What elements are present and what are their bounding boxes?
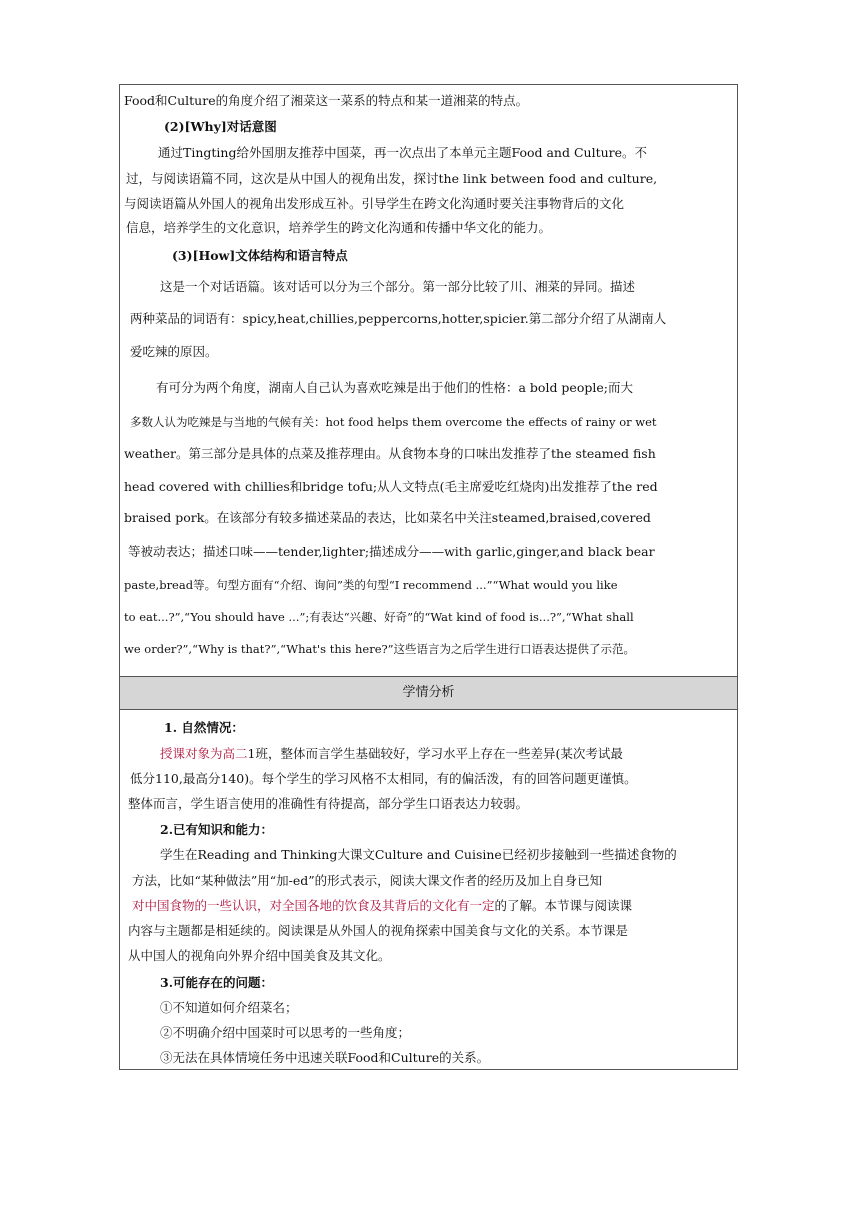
text-line: we order?”,“Why is that?”,“What's this here?”这些语言为之后学生进行口语表达提供了示范。 bbox=[124, 642, 636, 656]
text-line: 两种菜品的词语有：spicy,heat,chillies,peppercorns,hotter,spicier.第二部分介绍了从湖南人 bbox=[130, 311, 667, 326]
text-line: 过，与阅读语篇不同，这次是从中国人的视角出发，探讨the link between food and culture, bbox=[126, 171, 658, 186]
text-line: 信息，培养学生的文化意识，培养学生的跨文化沟通和传播中华文化的能力。 bbox=[126, 220, 552, 235]
text-line: 学生在Reading and Thinking大课文Culture and Cuisine已经初步接触到一些描述食物的 bbox=[160, 847, 677, 862]
text-line: 通过Tingting给外国朋友推荐中国菜，再一次点出了本单元主题Food and Culture。不 bbox=[158, 145, 648, 160]
text-line: 与阅读语篇从外国人的视角出发形成互补。引导学生在跨文化沟通时要关注事物背后的文化 bbox=[124, 196, 625, 211]
heading-why: (2)[Why]对话意图 bbox=[164, 119, 277, 134]
text-line: 低分110,最高分140)。每个学生的学习风格不太相同，有的偏活泼，有的回答问题更谨慎。 bbox=[130, 771, 637, 786]
highlighted-text: 授课对象为高二 bbox=[160, 746, 248, 761]
text-line: 等被动表达；描述口味——tender,lighter;描述成分——with garlic,ginger,and black bear bbox=[128, 544, 655, 559]
heading-how: (3)[How]文体结构和语言特点 bbox=[172, 248, 348, 263]
text-span: 的了解。本节课与阅读课 bbox=[494, 898, 633, 913]
text-line: paste,bread等。句型方面有“介绍、询问”类的句型“I recommend ...”“What would you like bbox=[124, 578, 618, 592]
heading-possible-problems: 3.可能存在的问题： bbox=[160, 975, 274, 990]
text-line: 整体而言，学生语言使用的准确性有待提高，部分学生口语表达力较弱。 bbox=[128, 796, 529, 811]
text-line: to eat...?”,“You should have ...”;有表达“兴趣、好奇”的“Wat kind of food is...?”,“What shall bbox=[124, 610, 634, 624]
text-span: 1班，整体而言学生基础较好，学习水平上存在一些差异(某次考试最 bbox=[247, 746, 623, 761]
text-line: 从中国人的视角向外界介绍中国美食及其文化。 bbox=[128, 948, 391, 963]
heading-natural-situation: 1. 自然情况： bbox=[164, 720, 244, 735]
text-line: 有可分为两个角度，湖南人自己认为喜欢吃辣是出于他们的性格：a bold people;而大 bbox=[156, 380, 633, 395]
text-line: weather。第三部分是具体的点菜及推荐理由。从食物本身的口味出发推荐了the steamed fish bbox=[124, 446, 656, 461]
text-line: 内容与主题都是相延续的。阅读课是从外国人的视角探索中国美食与文化的关系。本节课是 bbox=[128, 923, 629, 938]
text-line: 爱吃辣的原因。 bbox=[130, 344, 218, 359]
highlighted-text: 对中国食物的一些认识，对全国各地的饮食及其背后的文化有一定 bbox=[132, 898, 495, 913]
list-item: ②不明确介绍中国菜时可以思考的一些角度； bbox=[160, 1025, 411, 1040]
text-line: 方法，比如“某种做法”用“加-ed”的形式表示，阅读大课文作者的经历及加上自身已知 bbox=[132, 873, 603, 888]
text-line: 这是一个对话语篇。该对话可以分为三个部分。第一部分比较了川、湘菜的异同。描述 bbox=[160, 279, 636, 294]
section-header-student-analysis: 学情分析 bbox=[120, 676, 737, 710]
text-line: 多数人认为吃辣是与当地的气候有关：hot food helps them overcome the effects of rainy or wet bbox=[130, 415, 657, 429]
text-line: head covered with chillies和bridge tofu;从人文特点(毛主席爱吃红烧肉)出发推荐了the red bbox=[124, 479, 658, 494]
lesson-plan-table bbox=[119, 84, 738, 1070]
text-line bbox=[160, 746, 623, 762]
text-line: Food和Culture的角度介绍了湘菜这一菜系的特点和某一道湘菜的特点。 bbox=[124, 93, 529, 108]
heading-prior-knowledge: 2.已有知识和能力： bbox=[160, 822, 274, 837]
text-line: braised pork。在该部分有较多描述菜品的表达，比如菜名中关注steamed,braised,covered bbox=[124, 510, 651, 525]
text-line bbox=[132, 898, 632, 914]
list-item: ③无法在具体情境任务中迅速关联Food和Culture的关系。 bbox=[160, 1050, 490, 1065]
list-item: ①不知道如何介绍菜名； bbox=[160, 1000, 298, 1015]
